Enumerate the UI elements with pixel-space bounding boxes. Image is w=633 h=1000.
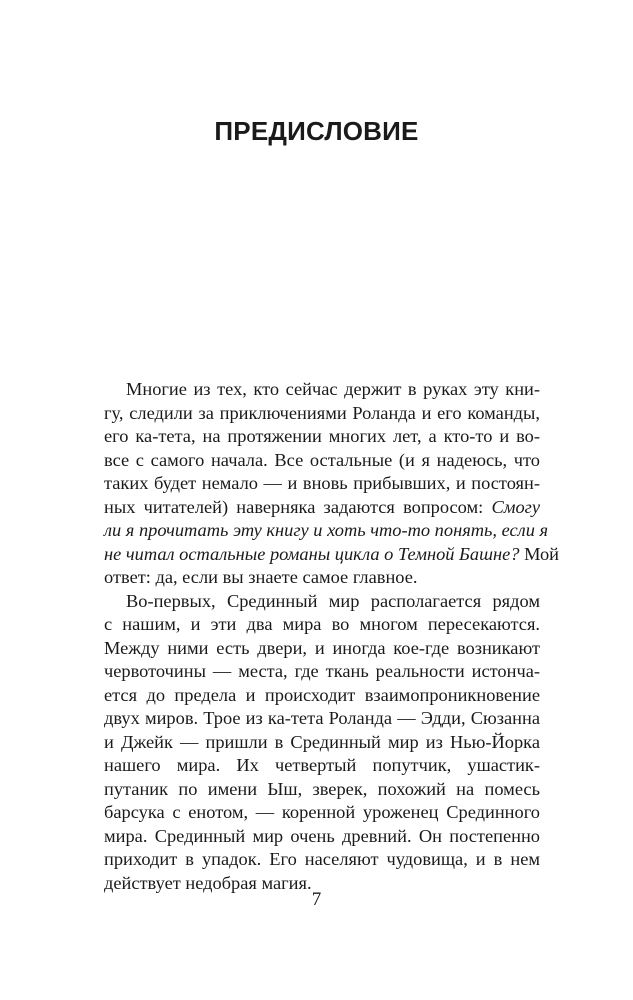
paragraph [104,590,540,896]
text-run: двух миров. Трое из ка-тета Роланда — Эдди, Сюзанна [104,708,540,728]
italic-text: не читал остальные романы цикла о Темной Башне? [104,543,520,564]
text-line [104,519,549,543]
text-line [104,684,540,708]
text-line [104,731,540,755]
text-line [104,660,540,684]
text-run: и Джейк — пришли в Срединный мир из Нью-Йорка [104,731,540,752]
text-line [104,543,559,567]
body-text [104,378,559,895]
text-line [104,778,540,802]
text-run: Многие из тех, кто сейчас держит в руках эту кни- [126,379,540,399]
text-line [104,378,540,402]
text-run: мира. Срединный мир очень древний. Он постепенно [104,825,540,846]
text-run: Между ними есть двери, и иногда кое-где возникают [104,637,540,658]
chapter-title: ПРЕДИСЛОВИЕ [214,116,419,146]
page-number: 7 [311,889,322,910]
text-line [104,566,540,590]
text-line [104,613,540,637]
text-line [104,472,540,496]
text-run: действует недобрая магия. [104,872,312,893]
text-run: путаник по имени Ыш, зверек, похожий на помесь [104,778,540,799]
text-line [104,449,540,473]
text-line [104,848,540,872]
text-run: барсука с енотом, — коренной уроженец Срединного [104,802,540,822]
text-line [104,425,540,449]
text-line [104,801,540,825]
text-run: ется до предела и происходит взаимопроникновение [104,684,540,705]
text-line [104,637,540,661]
italic-text: Смогу [491,496,540,517]
text-run: приходит в упадок. Его населяют чудовища, и в нем [104,849,540,869]
text-run: червоточины — места, где ткань реальности истонча- [104,661,540,681]
paragraph [104,378,559,590]
text-run: с нашим, и эти два мира во многом пересекаются. [104,614,540,634]
text-run: таких будет немало — и вновь прибывших, и постоян- [104,473,540,493]
text-line [104,825,540,849]
text-run: Во-первых, Срединный мир располагается рядом [126,590,540,611]
text-line [104,590,540,614]
text-run: все с самого начала. Все остальные (и я надеюсь, что [104,449,540,470]
italic-text: ли я прочитать эту книгу и хоть что-то понять, если я [104,520,549,540]
text-line [104,754,540,778]
text-line [104,402,540,426]
text-line [104,496,540,520]
text-run: ответ: да, если вы знаете самое главное. [104,567,418,587]
text-run: его ка-тета, на протяжении многих лет, а кто-то и во- [104,426,540,446]
text-run: Мой [519,543,559,564]
text-run: гу, следили за приключениями Роланда и его команды, [104,402,540,423]
text-run: нашего мира. Их четвертый попутчик, ушастик- [104,755,540,775]
text-line [104,707,540,731]
text-run: ных читателей) наверняка задаются вопросом: [104,496,492,517]
